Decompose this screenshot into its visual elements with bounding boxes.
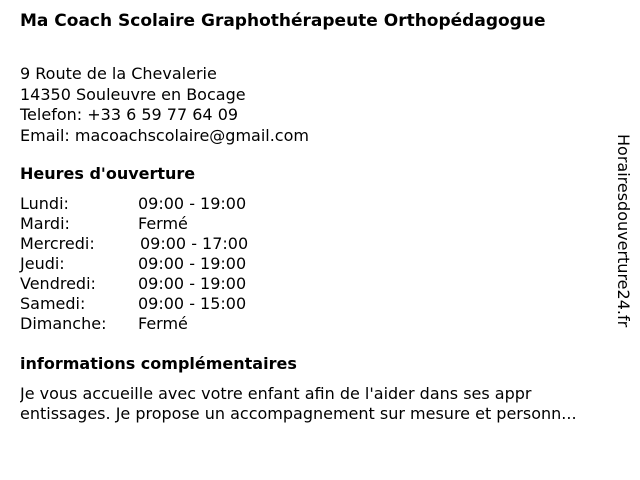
day-label: Mardi: [20, 214, 70, 233]
day-label: Dimanche: [20, 314, 107, 333]
day-label: Jeudi: [20, 254, 65, 273]
info-line-2: entissages. Je propose un accompagnement sur mesure et personn... [20, 404, 577, 423]
day-hours: 09:00 - 19:00 [138, 254, 247, 273]
phone-label: Telefon: [20, 105, 83, 124]
hours-row-lundi [20, 194, 280, 214]
info-description [20, 384, 632, 424]
contact-block [20, 64, 309, 146]
email-address[interactable]: macoachscolaire@gmail.com [74, 125, 309, 145]
watermark-text: Horairesdouverture24.fr [614, 134, 633, 328]
day-hours: 09:00 - 17:00 [140, 234, 249, 253]
email-line [20, 126, 309, 147]
address-line-2: 14350 Souleuvre en Bocage [20, 84, 246, 104]
phone-line [20, 105, 309, 126]
email-label: Email: [20, 125, 70, 145]
hours-row-samedi [20, 294, 280, 314]
hours-row-mardi [20, 214, 280, 234]
hours-row-dimanche [20, 314, 280, 334]
day-label: Mercredi: [20, 234, 95, 253]
hours-row-vendredi [20, 274, 280, 294]
day-label: Lundi: [20, 194, 69, 213]
business-name: Ma Coach Scolaire Graphothérapeute Orthopédagogue [20, 11, 546, 31]
info-line-1: Je vous accueille avec votre enfant afin de l'aider dans ses appr [20, 384, 532, 403]
day-hours: Fermé [138, 214, 188, 233]
hours-row-mercredi [20, 234, 280, 254]
hours-row-jeudi [20, 254, 280, 274]
address-line-1: 9 Route de la Chevalerie [20, 64, 217, 83]
hours-table [20, 194, 280, 334]
day-hours: 09:00 - 19:00 [138, 274, 247, 293]
day-label: Vendredi: [20, 274, 96, 293]
day-hours: Fermé [138, 314, 188, 333]
day-hours: 09:00 - 19:00 [138, 194, 247, 213]
info-heading: informations complémentaires [20, 354, 297, 373]
day-hours: 09:00 - 15:00 [138, 294, 247, 313]
hours-heading: Heures d'ouverture [20, 164, 196, 183]
day-label: Samedi: [20, 294, 86, 313]
phone-number[interactable]: +33 6 59 77 64 09 [87, 105, 239, 124]
